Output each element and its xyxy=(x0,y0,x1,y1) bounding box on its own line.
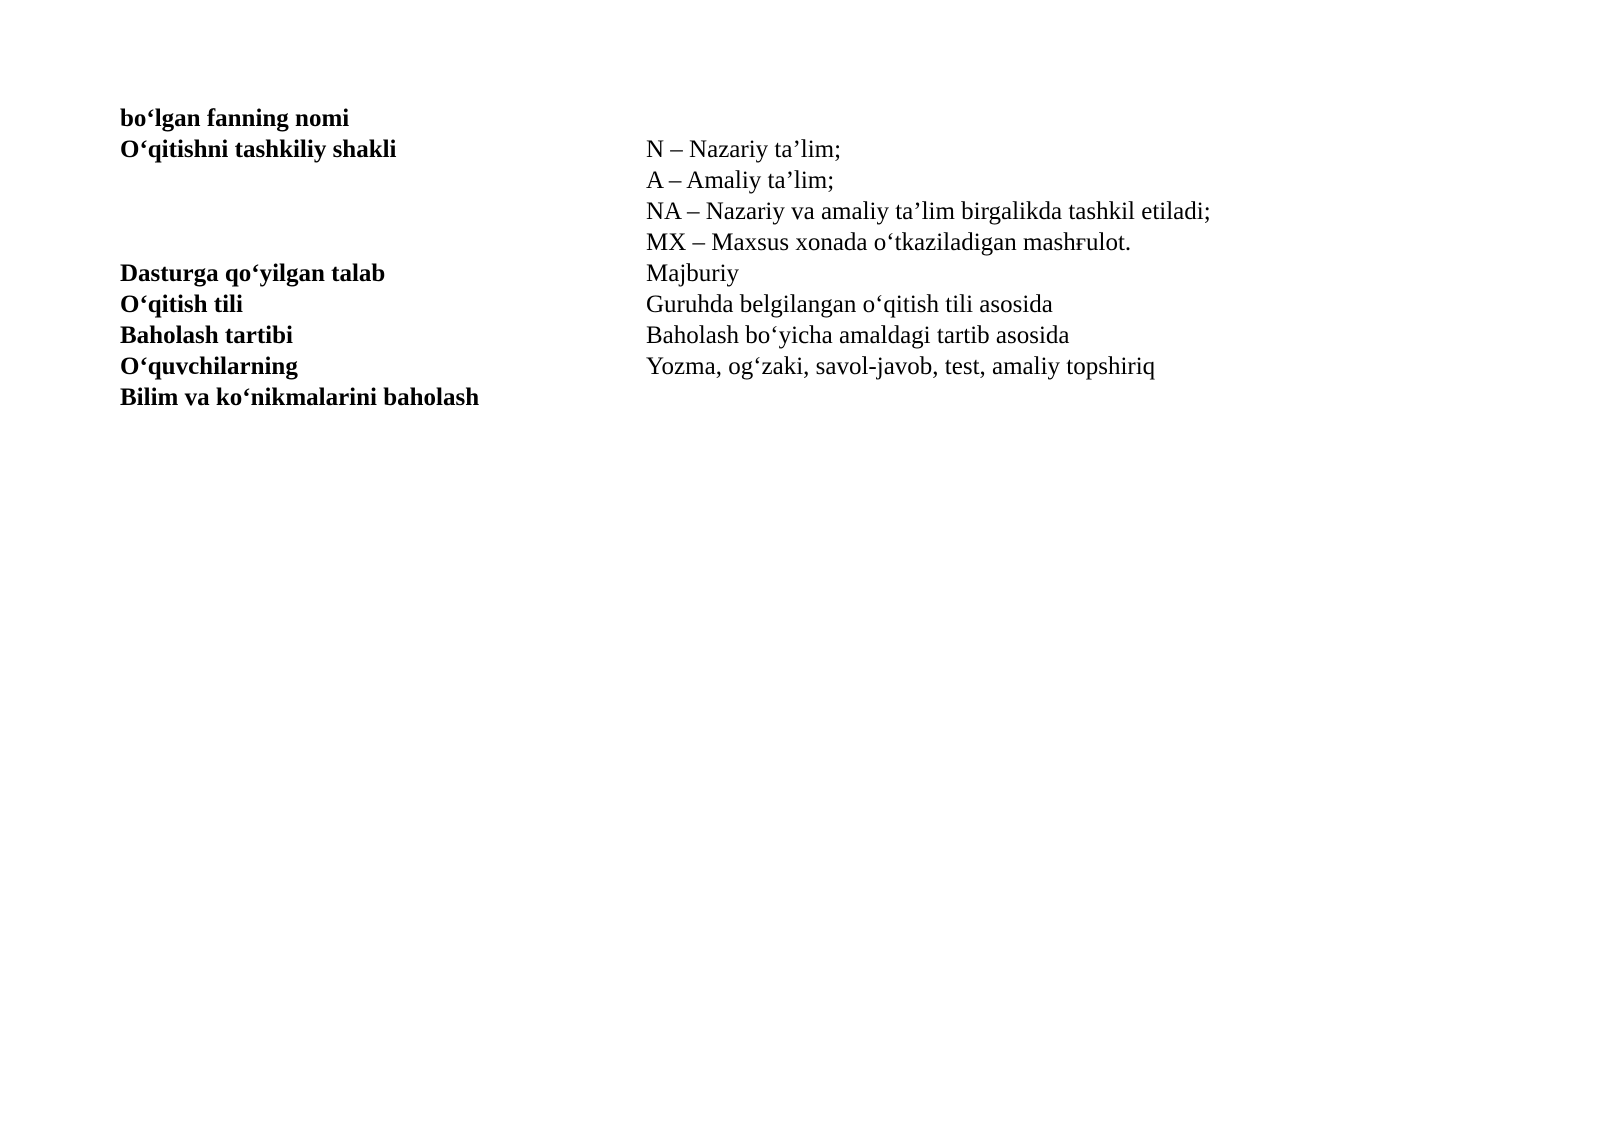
label-students: O‘quvchilarning xyxy=(120,353,298,380)
value-teaching-language: Guruhda belgilangan o‘qitish tili asosida xyxy=(646,291,1053,318)
label-assessment-order: Baholash tartibi xyxy=(120,322,293,349)
value-teaching-form-n: N – Nazariy ta’lim; xyxy=(646,136,842,163)
label-subject-name-tail: bo‘lgan fanning nomi xyxy=(120,105,350,132)
value-assessment-order: Baholash bo‘yicha amaldagi tartib asosida xyxy=(646,322,1070,349)
value-teaching-form-na: NA – Nazariy va amaliy ta’lim birgalikda tashkil etiladi; xyxy=(646,198,1211,225)
label-teaching-form: O‘qitishni tashkiliy shakli xyxy=(120,136,397,163)
value-program-requirement: Majburiy xyxy=(646,260,740,287)
value-students-assessment: Yozma, og‘zaki, savol-javob, test, amaliy topshiriq xyxy=(646,353,1156,380)
value-teaching-form-a: A – Amaliy ta’lim; xyxy=(646,167,835,194)
label-skills-assessment: Bilim va ko‘nikmalarini baholash xyxy=(120,384,480,411)
label-program-requirement: Dasturga qo‘yilgan talab xyxy=(120,260,386,287)
label-teaching-language: O‘qitish tili xyxy=(120,291,243,318)
value-teaching-form-mx: MX – Maxsus xonada o‘tkaziladigan mashғulot. xyxy=(646,229,1132,256)
